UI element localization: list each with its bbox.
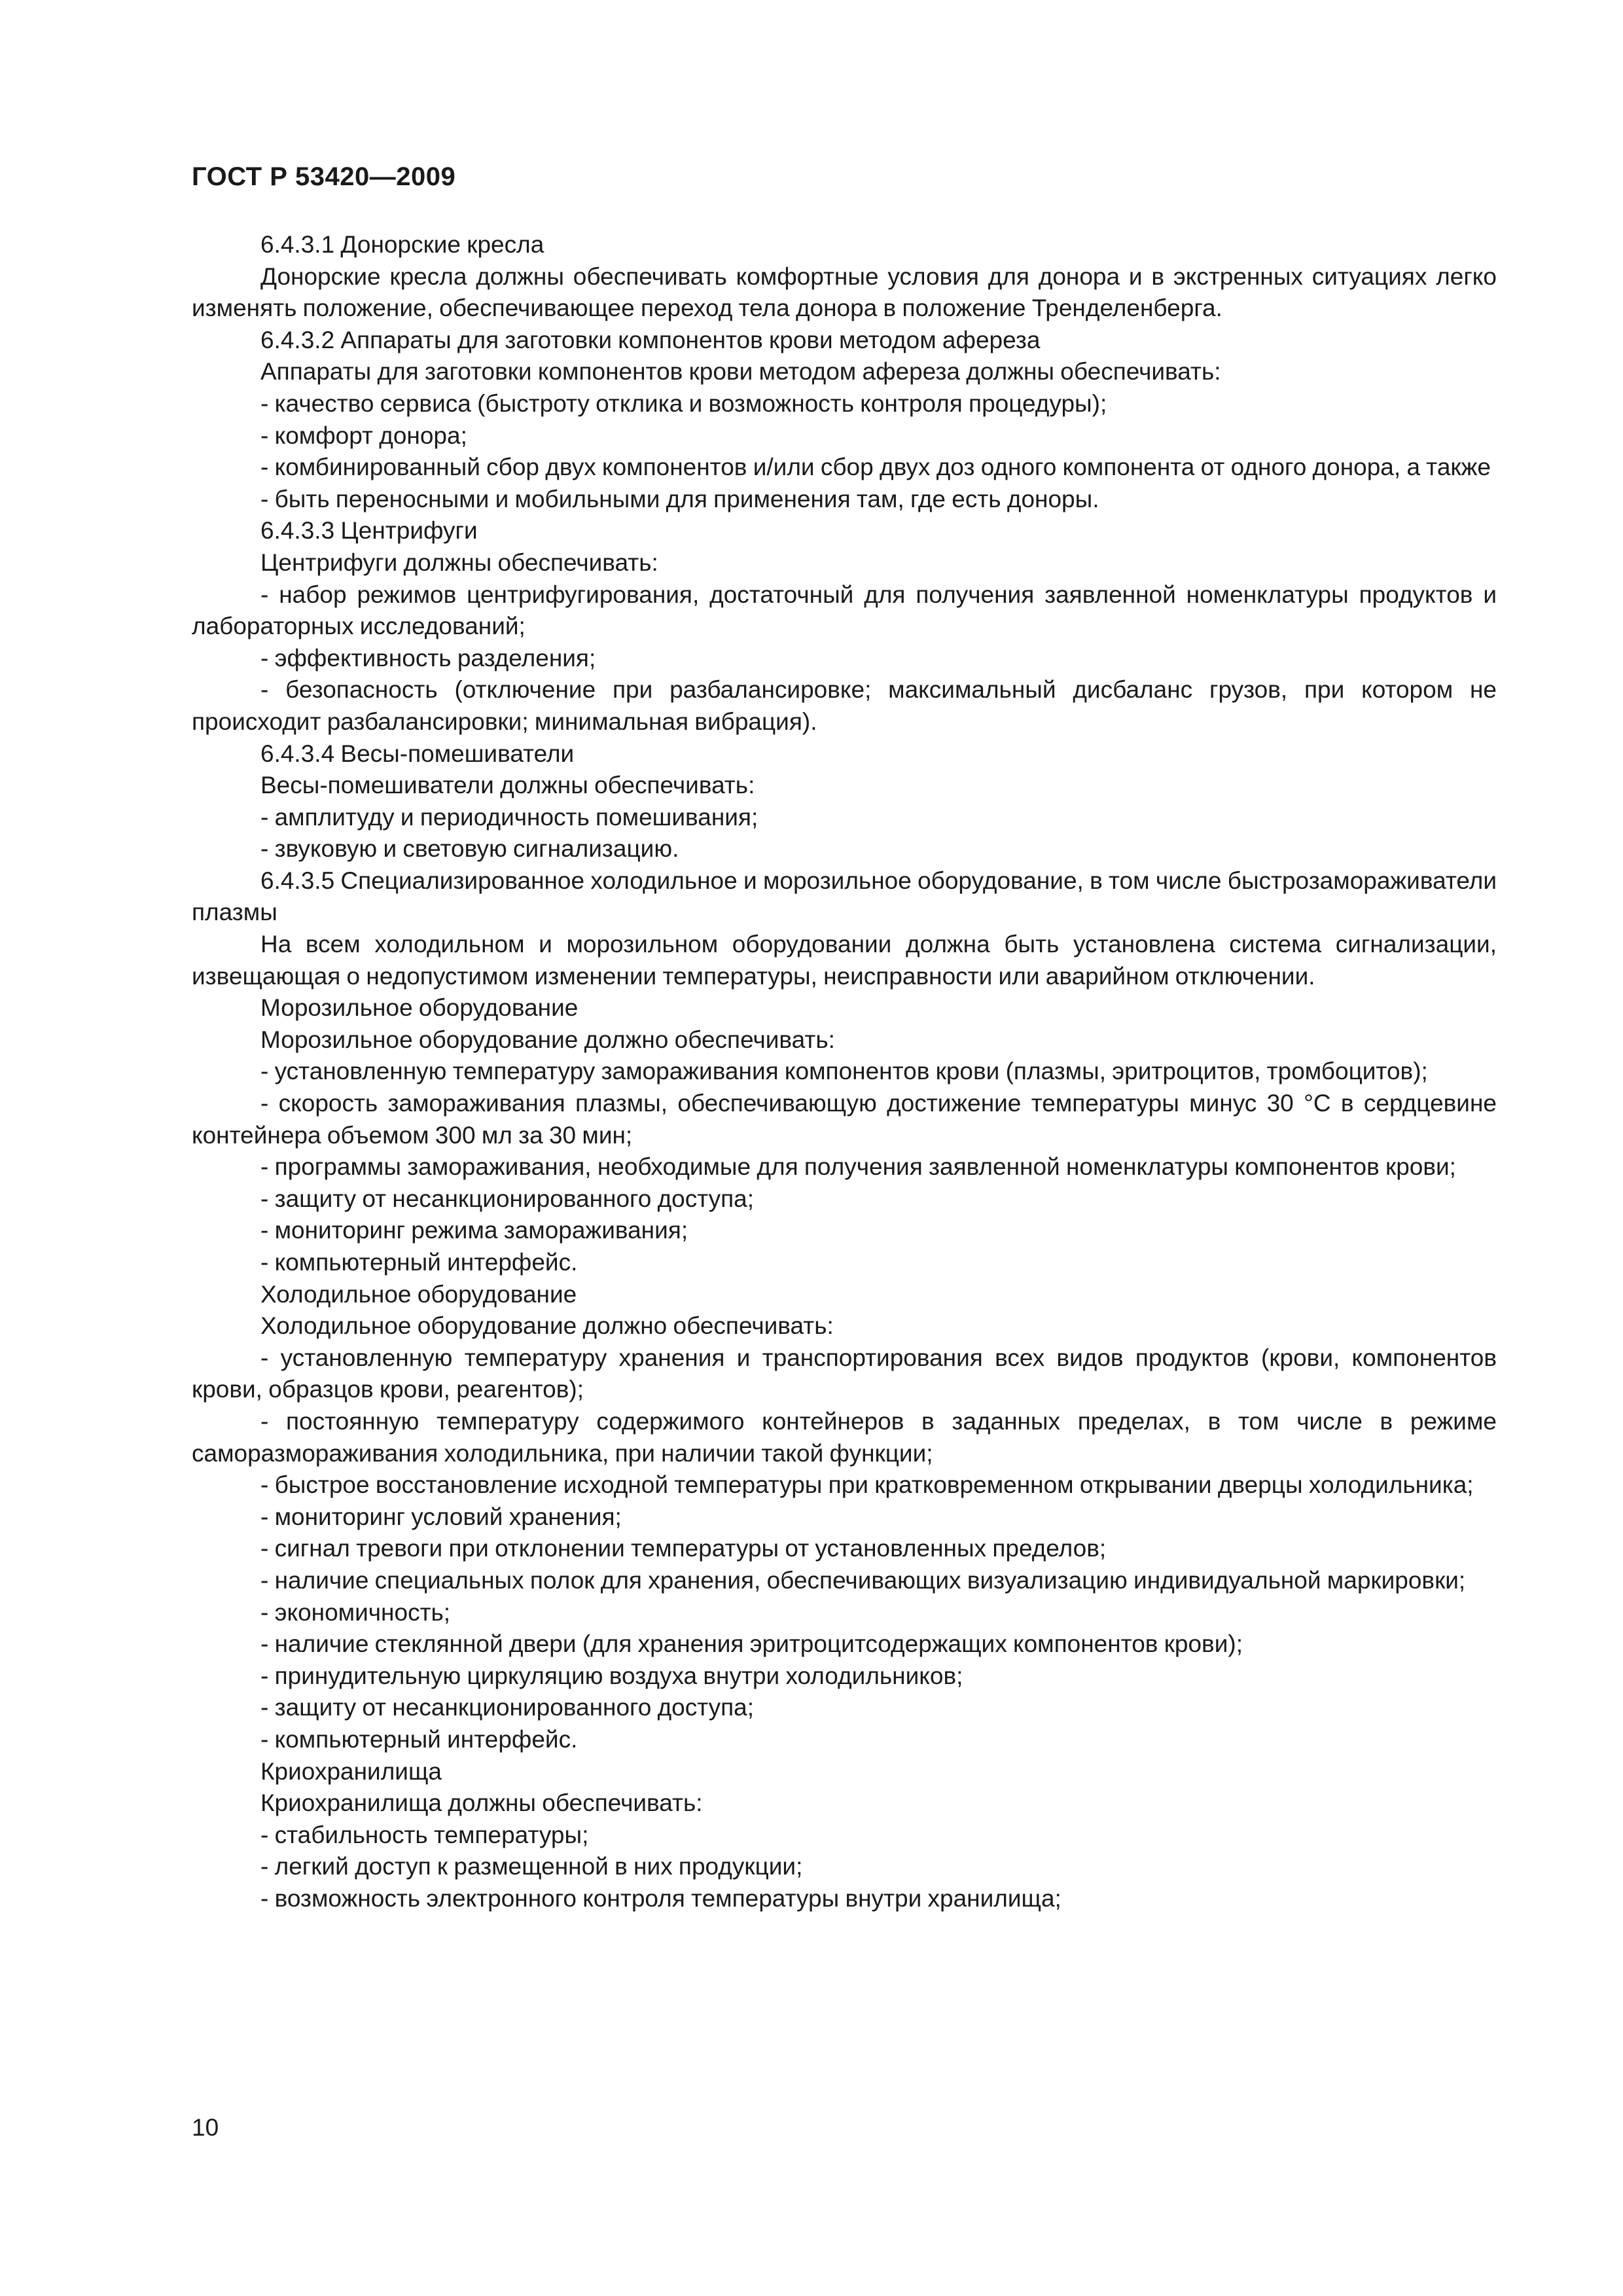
paragraph: Центрифуги должны обеспечивать:	[260, 548, 658, 576]
section-heading-6-4-3-4: 6.4.3.4 Весы-помешиватели	[260, 740, 575, 767]
section-heading-6-4-3-2: 6.4.3.2 Аппараты для заготовки компонентов крови методом афереза	[260, 326, 1041, 353]
list-item: - возможность электронного контроля температуры внутри хранилища;	[260, 1884, 1061, 1912]
list-item: - качество сервиса (быстроту отклика и возможность контроля процедуры);	[260, 389, 1107, 417]
list-item: - набор режимов центрифугирования, достаточный для получения заявленной номенклатуры продуктов и лабораторных исследований;	[192, 581, 1497, 640]
list-item: - быстрое восстановление исходной температуры при кратковременном открывании дверцы холодильника;	[260, 1471, 1474, 1499]
list-item: - амплитуду и периодичность помешивания;	[260, 803, 758, 831]
list-item: - постоянную температуру содержимого контейнеров в заданных пределах, в том числе в режиме саморазмораживания холодильника, при наличии такой функции;	[192, 1407, 1497, 1467]
list-item: - комбинированный сбор двух компонентов и/или сбор двух доз одного компонента от одного донора, а также	[260, 454, 1491, 481]
list-item: - защиту от несанкционированного доступа;	[260, 1694, 755, 1721]
list-item: - звуковую и световую сигнализацию.	[260, 835, 679, 863]
paragraph: Донорские кресла должны обеспечивать комфортные условия для донора и в экстренных ситуациях легко изменять положение, обеспечивающее переход тела донора в положение Тренделенберга.	[192, 262, 1497, 322]
document-code-header: ГОСТ Р 53420—2009	[192, 162, 456, 191]
list-item: - компьютерный интерфейс.	[260, 1249, 578, 1276]
list-item: - наличие специальных полок для хранения, обеспечивающих визуализацию индивидуальной маркировки;	[260, 1566, 1466, 1594]
list-item: - комфорт донора;	[260, 422, 467, 449]
list-item: - программы замораживания, необходимые для получения заявленной номенклатуры компонентов крови;	[260, 1153, 1456, 1181]
list-item: - установленную температуру замораживания компонентов крови (плазмы, эритроцитов, тромбоцитов);	[260, 1058, 1428, 1085]
list-item: - легкий доступ к размещенной в них продукции;	[260, 1853, 803, 1880]
paragraph: Холодильное оборудование должно обеспечивать:	[260, 1312, 834, 1340]
section-heading-6-4-3-1: 6.4.3.1 Донорские кресла	[260, 231, 544, 258]
paragraph: Весы-помешиватели должны обеспечивать:	[260, 772, 755, 799]
subheading-freezer-equipment: Морозильное оборудование	[260, 994, 579, 1022]
document-body	[192, 229, 1497, 1914]
paragraph: Аппараты для заготовки компонентов крови методом афереза должны обеспечивать:	[260, 358, 1221, 386]
list-item: - наличие стеклянной двери (для хранения эритроцитсодержащих компонентов крови);	[260, 1630, 1243, 1658]
list-item: - безопасность (отключение при разбалансировке; максимальный дисбаланс грузов, при котором не происходит разбалансировки; минимальная вибрация).	[192, 676, 1497, 735]
list-item: - принудительную циркуляцию воздуха внутри холодильников;	[260, 1662, 963, 1689]
list-item: - быть переносными и мобильными для применения там, где есть доноры.	[260, 485, 1099, 512]
subheading-refrigeration-equipment: Холодильное оборудование	[260, 1280, 577, 1308]
paragraph: На всем холодильном и морозильном оборудовании должна быть установлена система сигнализации, извещающая о недопустимом изменении температуры, неисправности или аварийном отключении.	[192, 931, 1497, 990]
paragraph: Криохранилища должны обеспечивать:	[260, 1789, 703, 1817]
list-item: - сигнал тревоги при отклонении температуры от установленных пределов;	[260, 1535, 1107, 1562]
list-item: - мониторинг режима замораживания;	[260, 1217, 688, 1244]
paragraph: Морозильное оборудование должно обеспечивать:	[260, 1026, 835, 1053]
subheading-cryostorage: Криохранилища	[260, 1757, 442, 1785]
page-number: 10	[192, 2114, 219, 2141]
list-item: - защиту от несанкционированного доступа;	[260, 1185, 755, 1212]
list-item: - мониторинг условий хранения;	[260, 1503, 622, 1530]
section-heading-6-4-3-5: 6.4.3.5 Специализированное холодильное и морозильное оборудование, в том числе быстрозамораживатели плазмы	[192, 867, 1497, 926]
list-item: - установленную температуру хранения и транспортирования всех видов продуктов (крови, компонентов крови, образцов крови, реагентов);	[192, 1344, 1497, 1403]
list-item: - эффективность разделения;	[260, 644, 596, 672]
list-item: - компьютерный интерфейс.	[260, 1725, 578, 1753]
list-item: - стабильность температуры;	[260, 1821, 589, 1848]
list-item: - экономичность;	[260, 1598, 451, 1626]
section-heading-6-4-3-3: 6.4.3.3 Центрифуги	[260, 517, 478, 545]
list-item: - скорость замораживания плазмы, обеспечивающую достижение температуры минус 30 °С в сердцевине контейнера объемом 300 мл за 30 мин;	[192, 1090, 1497, 1149]
